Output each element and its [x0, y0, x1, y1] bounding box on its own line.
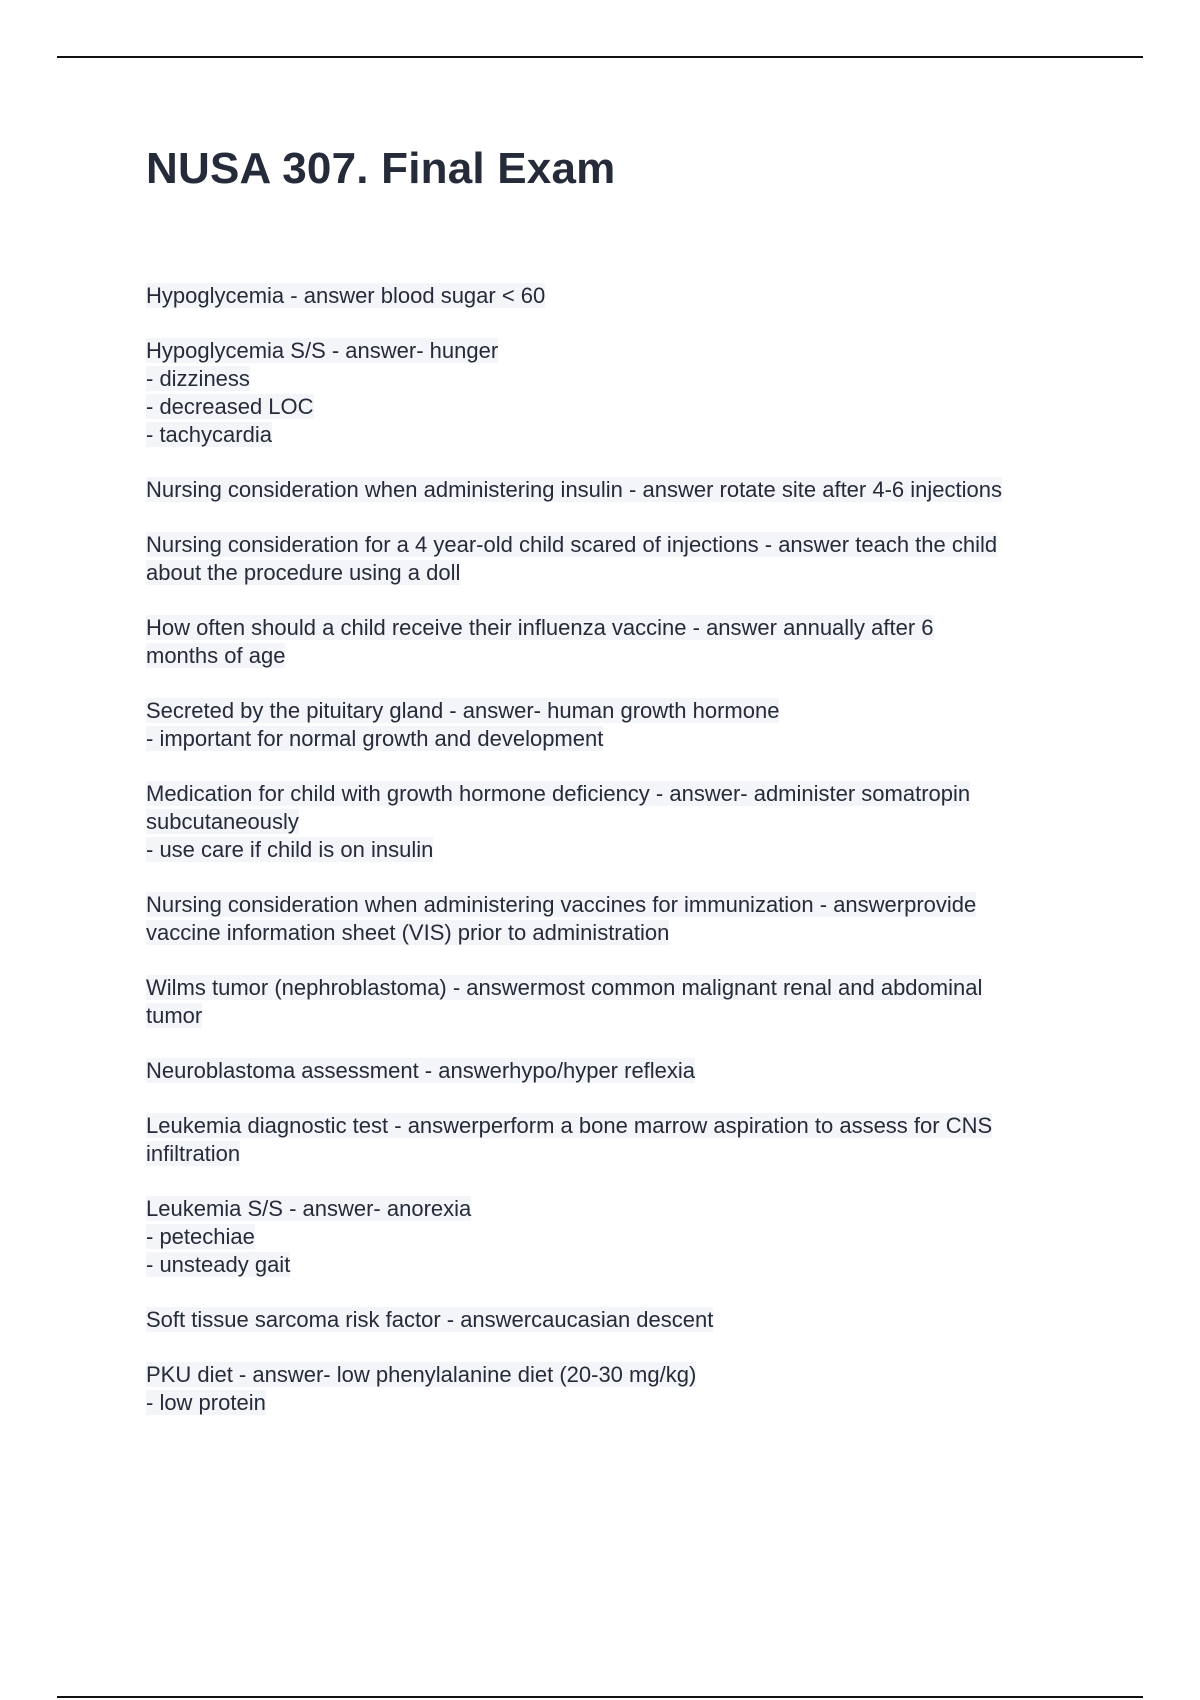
qa-item: [146, 697, 1096, 753]
qa-line: Wilms tumor (nephroblastoma) - answermost common malignant renal and abdominal: [146, 975, 983, 1000]
qa-line: Medication for child with growth hormone deficiency - answer- administer somatropin: [146, 781, 971, 806]
qa-line: Leukemia S/S - answer- anorexia: [146, 1196, 472, 1221]
qa-item: [146, 1306, 1096, 1334]
qa-line: - decreased LOC: [146, 394, 314, 419]
qa-line: PKU diet - answer- low phenylalanine diet (20-30 mg/kg): [146, 1362, 697, 1387]
qa-line: Nursing consideration for a 4 year-old child scared of injections - answer teach the child: [146, 532, 998, 557]
qa-line: - low protein: [146, 1390, 266, 1415]
qa-line: Hypoglycemia - answer blood sugar < 60: [146, 283, 546, 308]
qa-line: Hypoglycemia S/S - answer- hunger: [146, 338, 499, 363]
qa-line: tumor: [146, 1003, 203, 1028]
qa-item: [146, 337, 1096, 449]
qa-line: Secreted by the pituitary gland - answer- human growth hormone: [146, 698, 780, 723]
qa-line: subcutaneously: [146, 809, 299, 834]
qa-line: - tachycardia: [146, 422, 272, 447]
qa-item: [146, 476, 1096, 504]
qa-item: [146, 1195, 1096, 1279]
qa-line: Neuroblastoma assessment - answerhypo/hyper reflexia: [146, 1058, 696, 1083]
top-rule: [57, 56, 1143, 58]
qa-item: [146, 891, 1096, 947]
qa-line: - important for normal growth and development: [146, 726, 604, 751]
qa-line: How often should a child receive their influenza vaccine - answer annually after 6: [146, 615, 934, 640]
qa-line: Soft tissue sarcoma risk factor - answercaucasian descent: [146, 1307, 714, 1332]
bottom-rule: [57, 1696, 1143, 1698]
qa-item: [146, 614, 1096, 670]
qa-item: [146, 1057, 1096, 1085]
qa-line: about the procedure using a doll: [146, 560, 461, 585]
qa-line: Nursing consideration when administering insulin - answer rotate site after 4-6 injections: [146, 477, 1002, 502]
qa-line: - petechiae: [146, 1224, 255, 1249]
qa-item: [146, 1361, 1096, 1417]
qa-item: [146, 282, 1096, 310]
qa-line: Leukemia diagnostic test - answerperform a bone marrow aspiration to assess for CNS: [146, 1113, 993, 1138]
qa-line: months of age: [146, 643, 286, 668]
qa-line: Nursing consideration when administering vaccines for immunization - answerprovide: [146, 892, 977, 917]
qa-line: - use care if child is on insulin: [146, 837, 434, 862]
page-title: NUSA 307. Final Exam: [146, 144, 616, 193]
qa-line: vaccine information sheet (VIS) prior to administration: [146, 920, 670, 945]
qa-item: [146, 531, 1096, 587]
qa-line: infiltration: [146, 1141, 241, 1166]
qa-item: [146, 974, 1096, 1030]
qa-item: [146, 780, 1096, 864]
qa-item: [146, 1112, 1096, 1168]
qa-line: - unsteady gait: [146, 1252, 291, 1277]
qa-list: [146, 282, 1096, 1444]
qa-line: - dizziness: [146, 366, 250, 391]
